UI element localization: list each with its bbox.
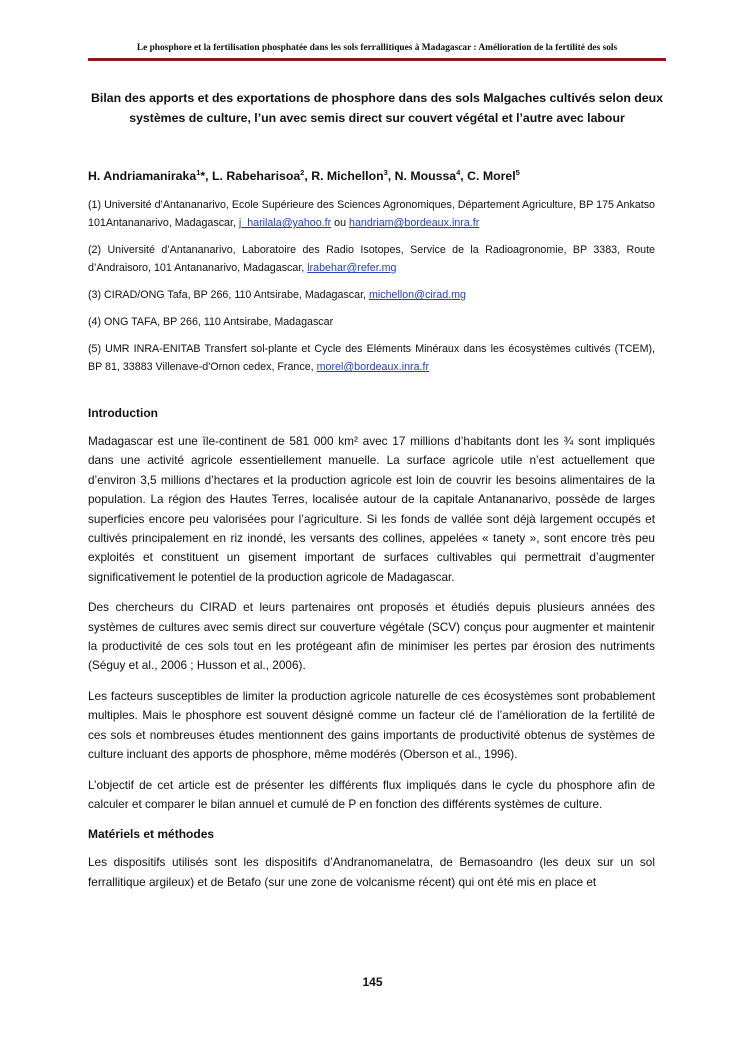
- introduction-heading: Introduction: [88, 406, 158, 420]
- body-paragraph: Madagascar est une île-continent de 581 000 km² avec 17 millions d’habitants dont les ¾ sont impliqués dans une activité agricole essentiellement manuelle. La surface agricole utile n’est actuellement que d’environ 3,5 millions d’hectares et la production agricole est loin de couvrir les besoins alimentaires de la population. La région des Hautes Terres, localisée autour de la capitale Antananarivo, possède de larges superficies encore peu valorisées pour l’agriculture. Si les fonds de vallée sont déjà largement occupés et cultivés principalement en riz inondé, les versants des collines, appelées « tanety », sont encore très peu exploités et constituent un gisement important de surfaces cultivables qui permettrait d’augmenter significativement le potentiel de la production agricole de Madagascar.: [88, 434, 655, 584]
- author-separator: *,: [200, 169, 213, 183]
- article-body: [88, 400, 655, 903]
- affiliation-1: [88, 196, 655, 232]
- page-number: 145: [362, 975, 383, 989]
- author-name: H. Andriamaniraka: [88, 169, 197, 183]
- author-affiliation-mark: 5: [515, 167, 520, 177]
- email-link[interactable]: handriam@bordeaux.inra.fr: [349, 217, 480, 229]
- affiliation-list: [88, 196, 655, 385]
- email-link[interactable]: lrabehar@refer.mg: [307, 262, 397, 274]
- body-paragraph: Les facteurs susceptibles de limiter la production agricole naturelle de ces écosystèmes sont probablement multiples. Mais le phosphore est souvent désigné comme un facteur clé de l’amélioration de la fertilité de ces sols et nombreuses études mentionnent des gains importants de productivité obtenus de systèmes de culture incluant des apports de phosphore, même modérés (Oberson et al., 1996).: [88, 688, 655, 762]
- affiliation-text: (4) ONG TAFA, BP 266, 110 Antsirabe, Madagascar: [88, 316, 334, 328]
- header-rule: [88, 58, 666, 61]
- author-affiliation-mark: 1: [196, 167, 201, 177]
- author-separator: ,: [387, 169, 395, 183]
- affiliation-2: [88, 241, 655, 277]
- author-separator: ,: [460, 169, 468, 183]
- methods-heading: Matériels et méthodes: [88, 827, 215, 842]
- author-list: [88, 167, 666, 185]
- author-name: R. Michellon: [311, 169, 384, 183]
- body-paragraph: L’objectif de cet article est de présenter les différents flux impliqués dans le cycle du phosphore afin de calculer et comparer le bilan annuel et cumulé de P en fonction des différents systèmes de culture.: [88, 777, 655, 811]
- running-header: Le phosphore et la fertilisation phosphatée dans les sols ferrallitiques à Madagascar : Amélioration de la fertilité des sols: [136, 43, 618, 53]
- author-separator: ,: [304, 169, 312, 183]
- body-paragraph: Des chercheurs du CIRAD et leurs partenaires ont proposés et étudiés depuis plusieurs années des systèmes de cultures avec semis direct sur couverture végétale (SCV) conçus pour augmenter et maintenir la productivité de ces sols tout en les protégeant afin de minimiser les pertes par érosion des nutriments (Séguy et al., 2006 ; Husson et al., 2006).: [88, 600, 655, 673]
- affiliation-text: (3) CIRAD/ONG Tafa, BP 266, 110 Antsirabe, Madagascar,: [88, 289, 369, 301]
- author-name: C. Morel: [467, 169, 516, 183]
- affiliation-joiner: ou: [331, 217, 349, 229]
- affiliation-4: [88, 313, 655, 331]
- affiliation-text: (5) UMR INRA-ENITAB Transfert sol-plante et Cycle des Eléments Minéraux dans les écosystèmes cultivés (TCEM), BP 81, 33883 Villenave-d'Ornon cedex, France,: [88, 343, 655, 373]
- email-link[interactable]: michellon@cirad.mg: [368, 289, 466, 301]
- body-paragraph: Les dispositifs utilisés sont les dispositifs d’Andranomanelatra, de Bemasoandro (les deux sur un sol ferrallitique argileux) et de Betafo (sur une zone de volcanisme récent) qui ont été mis en place et: [88, 855, 655, 889]
- affiliation-text: (2) Université d’Antananarivo, Laboratoire des Radio Isotopes, Service de la Radioagronomie, BP 3383, Route d’Andraisoro, 101 Antananarivo, Madagascar,: [88, 244, 655, 274]
- author-name: N. Moussa: [394, 169, 457, 183]
- affiliation-text: (1) Université d’Antananarivo, Ecole Supérieure des Sciences Agronomiques, Département Agriculture, BP 175 Ankatso 101Antananarivo, Madagascar,: [88, 199, 655, 229]
- author-affiliation-mark: 3: [383, 167, 388, 177]
- affiliation-5: [88, 340, 655, 376]
- author-affiliation-mark: 4: [456, 167, 461, 177]
- affiliation-3: [88, 286, 655, 304]
- email-link[interactable]: morel@bordeaux.inra.fr: [316, 361, 430, 373]
- article-title: Bilan des apports et des exportations de phosphore dans des sols Malgaches cultivés selon deux systèmes de culture, l’un avec semis direct sur couvert végétal et l’autre avec labour: [91, 91, 663, 125]
- author-affiliation-mark: 2: [300, 167, 305, 177]
- author-name: L. Rabeharisoa: [212, 169, 301, 183]
- email-link[interactable]: j_harilala@yahoo.fr: [238, 217, 332, 229]
